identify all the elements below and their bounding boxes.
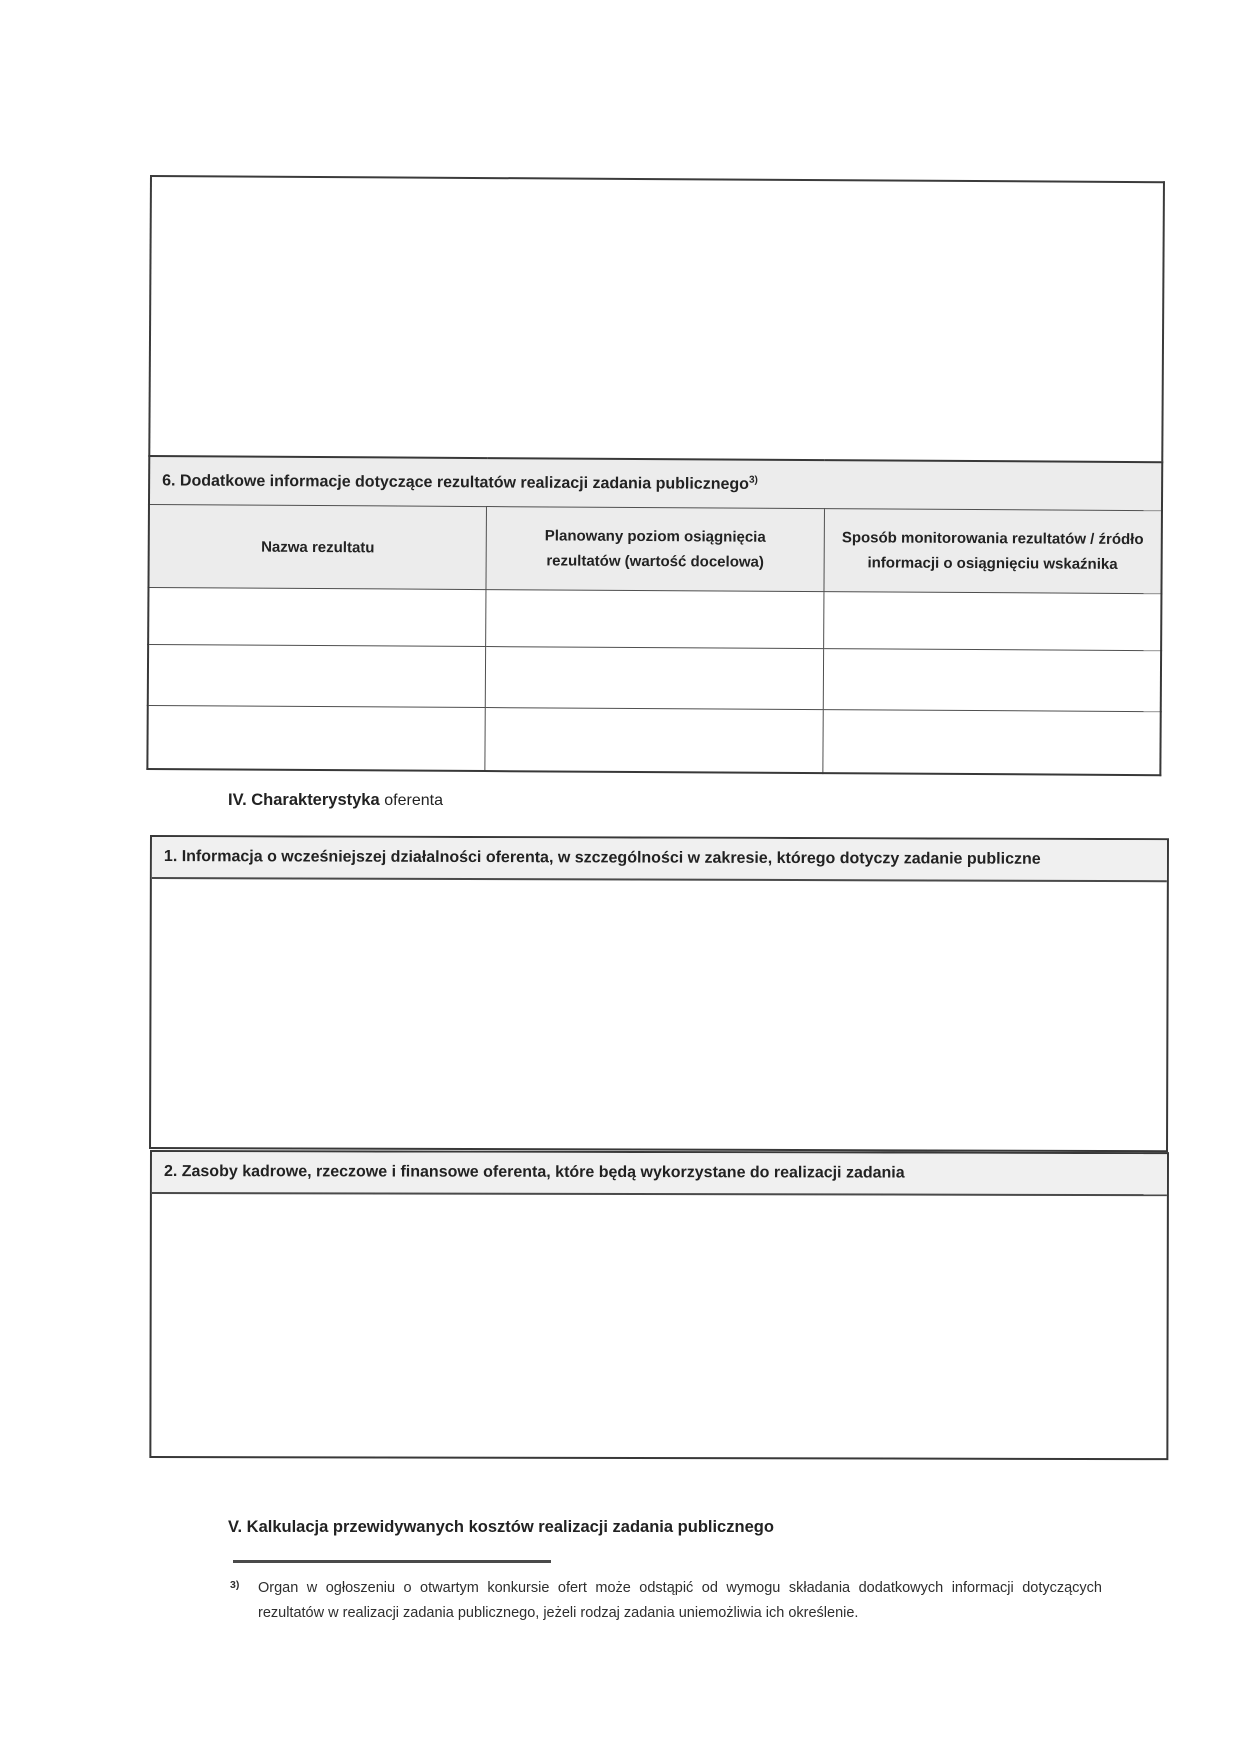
section-v-heading: V. Kalkulacja przewidywanych kosztów realizacji zadania publicznego — [228, 1518, 774, 1536]
result-cell-empty — [485, 708, 823, 774]
section6-title-row — [149, 456, 1162, 511]
footnote-line-1: Organ w ogłoszeniu o otwartym konkursie ofert może odstąpić od wymogu składania dodatkowych informacji dotyczących — [258, 1580, 1102, 1596]
footnote-separator — [233, 1560, 551, 1563]
results-table — [146, 455, 1163, 777]
section-iv-heading — [228, 791, 443, 810]
footnote-line-2: rezultatów w realizacji zadania publicznego, jeżeli rodzaj zadania uniemożliwia ich określenie. — [258, 1605, 859, 1621]
column-header-result-name: Nazwa rezultatu — [148, 505, 486, 590]
result-cell-empty — [823, 710, 1161, 776]
footnote — [230, 1576, 1102, 1626]
box-resources-empty-area — [151, 1194, 1167, 1458]
column-header-planned-level: Planowany poziom osiągnięcia rezultatów (wartość docelowa) — [486, 507, 824, 592]
section6-title-bar — [149, 456, 1162, 511]
result-row — [148, 588, 1161, 651]
result-cell-empty — [485, 647, 823, 710]
result-cell-empty — [823, 592, 1161, 651]
column-header-monitoring-method: Sposób monitorowania rezultatów / źródło informacji o osiągnięciu wskaźnika — [824, 509, 1162, 594]
footnote-ref: 3) — [230, 1579, 240, 1591]
results-table-header-row — [148, 505, 1161, 594]
box-resources — [149, 1150, 1169, 1460]
result-cell-empty — [148, 645, 486, 708]
section-iv-heading-bold: IV. Charakterystyka — [228, 791, 380, 809]
box-previous-activity-title: 1. Informacja o wcześniejszej działalności oferenta, w szczególności w zakresie, którego dotyczy zadanie publiczne — [152, 837, 1167, 882]
box-resources-title: 2. Zasoby kadrowe, rzeczowe i finansowe oferenta, które będą wykorzystane do realizacji zadania — [152, 1152, 1167, 1196]
result-cell-empty — [486, 590, 824, 649]
footnote-text — [258, 1576, 1102, 1626]
box-previous-activity — [149, 835, 1169, 1152]
section6-group — [146, 175, 1165, 777]
box-previous-activity-empty-area — [151, 879, 1167, 1150]
empty-continuation-box — [148, 175, 1165, 461]
result-cell-empty — [147, 706, 485, 772]
result-cell-empty — [148, 588, 486, 647]
section6-footnote-ref: 3) — [748, 474, 758, 486]
results-table-body — [147, 588, 1161, 776]
result-row — [147, 706, 1160, 776]
section6-title-text: 6. Dodatkowe informacje dotyczące rezultatów realizacji zadania publicznego — [162, 472, 750, 493]
result-row — [148, 645, 1161, 712]
section-iv-heading-regular: oferenta — [384, 792, 443, 809]
result-cell-empty — [823, 649, 1161, 712]
